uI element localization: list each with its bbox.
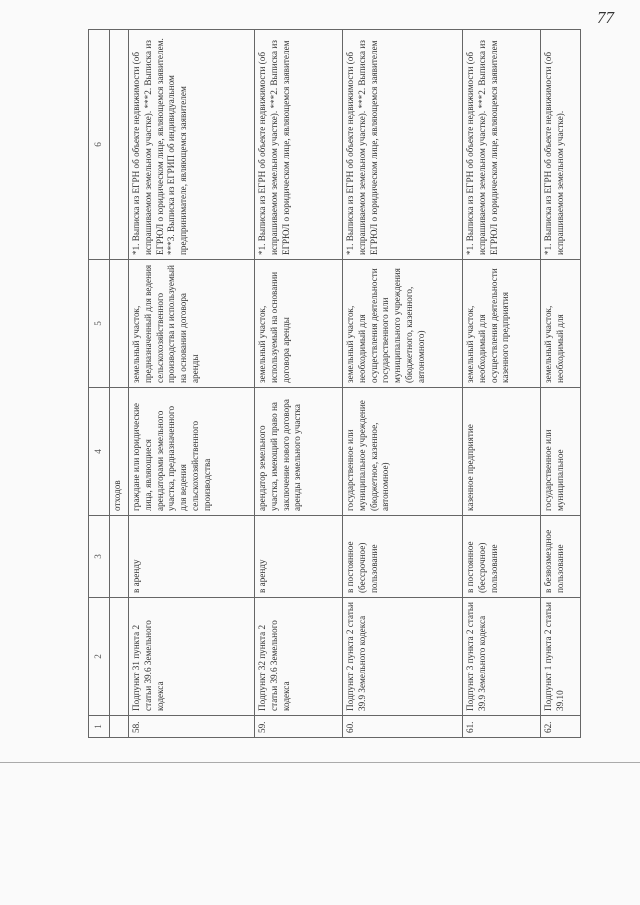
header-cell: 2	[89, 598, 110, 716]
basis-cell: Подпункт 31 пункта 2 статьи 39.6 Земельного кодекса	[129, 598, 255, 716]
header-cell: 1	[89, 716, 110, 738]
header-cell: 5	[89, 260, 110, 388]
table-row	[255, 30, 343, 738]
continuation-cell: отходов	[110, 388, 129, 516]
land-cell: земельный участок, предназначенный для ведения сельскохозяйственного производства и используемый на основании договора аренды	[129, 260, 255, 388]
row-number: 58.	[129, 716, 255, 738]
table-row	[343, 30, 463, 738]
header-row	[89, 30, 110, 738]
right-cell: в безвозмездное пользование	[541, 516, 581, 598]
table-row	[129, 30, 255, 738]
table-row	[463, 30, 541, 738]
right-cell: в постоянное (бессрочное) пользование	[463, 516, 541, 598]
row-number: 62.	[541, 716, 581, 738]
applicant-cell: арендатор земельного участка, имеющий право на заключение нового договора аренды земельного участка	[255, 388, 343, 516]
docs-cell: *1. Выписка из ЕГРН об объекте недвижимости (об испрашиваемом земельном участке). ***2. Выписка из ЕГРЮЛ о юридическом лице, являющемся заявителем	[343, 30, 463, 260]
land-cell: земельный участок, необходимый для	[541, 260, 581, 388]
page-number: 77	[597, 8, 614, 27]
docs-cell: *1. Выписка из ЕГРН об объекте недвижимости (об испрашиваемом земельном участке). ***2. Выписка из ЕГРЮЛ о юридическом лице, являющемся заявителем. ***3. Выписка из ЕГРИП об индивидуальном предпринимателе, являющемся заявителем	[129, 30, 255, 260]
right-cell: в постоянное (бессрочное) пользование	[343, 516, 463, 598]
applicant-cell: государственное или муниципальное	[541, 388, 581, 516]
docs-cell: *1. Выписка из ЕГРН об объекте недвижимости (об испрашиваемом земельном участке).	[541, 30, 581, 260]
land-cell: земельный участок, необходимый для осуществления деятельности государственного или муниципального учреждения (бюджетного, казенного, автономного)	[343, 260, 463, 388]
right-cell: в аренду	[255, 516, 343, 598]
continuation-row	[110, 30, 129, 738]
row-number: 59.	[255, 716, 343, 738]
rotated-table-sheet	[88, 30, 640, 738]
row-number: 61.	[463, 716, 541, 738]
docs-cell: *1. Выписка из ЕГРН об объекте недвижимости (об испрашиваемом земельном участке). ***2. Выписка из ЕГРЮЛ о юридическом лице, являющемся заявителем	[255, 30, 343, 260]
scan-edge-line	[0, 762, 640, 763]
header-cell: 3	[89, 516, 110, 598]
land-cell: земельный участок, используемый на основании договора аренды	[255, 260, 343, 388]
services-table	[88, 29, 581, 738]
land-cell: земельный участок, необходимый для осуществления деятельности казенного предприятия	[463, 260, 541, 388]
applicant-cell: граждане или юридические лица, являющиеся арендаторами земельного участка, предназначенного для ведения сельскохозяйственного производства	[129, 388, 255, 516]
header-cell: 4	[89, 388, 110, 516]
right-cell: в аренду	[129, 516, 255, 598]
applicant-cell: государственное или муниципальное учреждение (бюджетное, казенное, автономное)	[343, 388, 463, 516]
docs-cell: *1. Выписка из ЕГРН об объекте недвижимости (об испрашиваемом земельном участке). ***2. Выписка из ЕГРЮЛ о юридическом лице, являющемся заявителем	[463, 30, 541, 260]
row-number: 60.	[343, 716, 463, 738]
basis-cell: Подпункт 1 пункта 2 статьи 39.10	[541, 598, 581, 716]
basis-cell: Подпункт 32 пункта 2 статьи 39.6 Земельного кодекса	[255, 598, 343, 716]
basis-cell: Подпункт 2 пункта 2 статьи 39.9 Земельного кодекса	[343, 598, 463, 716]
applicant-cell: казенное предприятие	[463, 388, 541, 516]
basis-cell: Подпункт 3 пункта 2 статьи 39.9 Земельного кодекса	[463, 598, 541, 716]
table-row	[541, 30, 581, 738]
header-cell: 6	[89, 30, 110, 260]
